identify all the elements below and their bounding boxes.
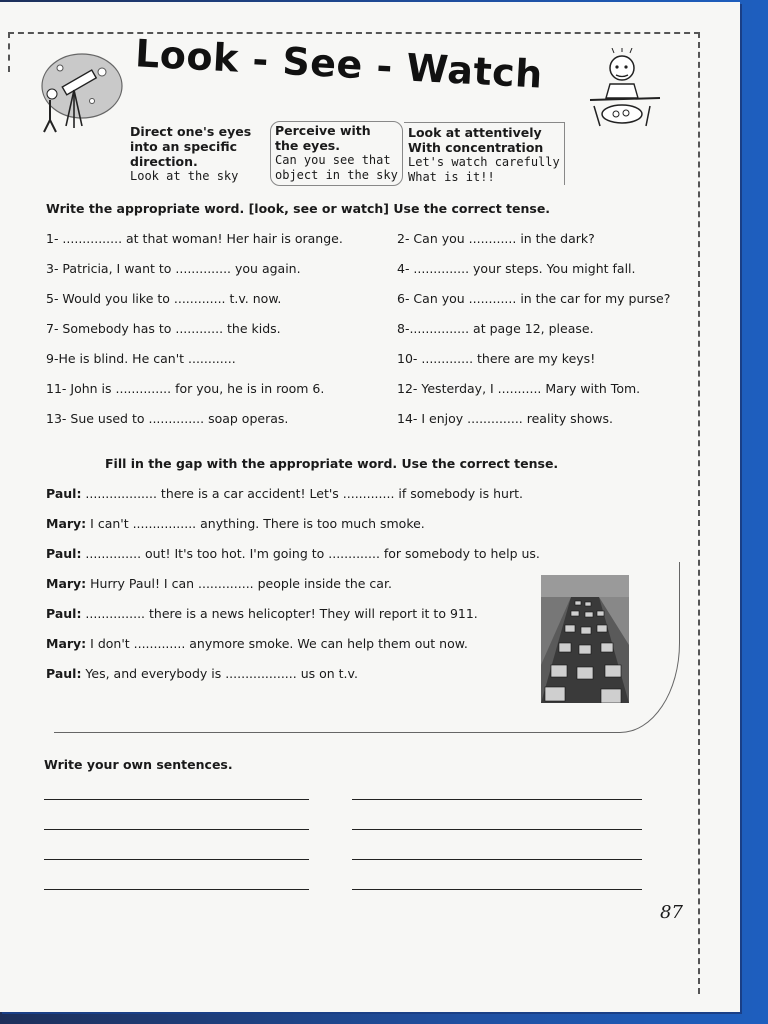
exercise1-item: 13- Sue used to .............. soap operas. [46,411,289,426]
exercise1-item: 3- Patricia, I want to .............. you again. [46,261,301,276]
dialogue-text: .............. out! It's too hot. I'm going to ............. for somebody to help us. [81,546,540,561]
dialogue-line [46,636,468,651]
definition-see-example: Can you see that [275,153,391,167]
dialogue-speaker: Paul: [46,546,82,561]
dashed-border-left [8,32,10,72]
definition-look-line: Direct one's eyes [130,124,252,139]
telescope-clipart [32,46,124,136]
dialogue-speaker: Paul: [46,666,82,681]
dialogue-text: I don't ............. anymore smoke. We can help them out now. [86,636,468,651]
dialogue-text: I can't ................ anything. There is too much smoke. [86,516,425,531]
exercise1-item: 4- .............. your steps. You might fall. [397,261,636,276]
answer-line[interactable] [352,889,642,890]
answer-line[interactable] [44,829,309,830]
dialogue-line [46,546,540,561]
exercise1-item: 8-............... at page 12, please. [397,321,594,336]
dialogue-text: ............... there is a news helicopter! They will report it to 911. [81,606,478,621]
exercise1-item: 9-He is blind. He can't ............ [46,351,236,366]
answer-line[interactable] [44,889,309,890]
boy-watching-clipart [588,48,668,132]
definition-look-line: into an specific [130,139,238,154]
answer-line[interactable] [44,859,309,860]
definition-watch-example: What is it!! [408,170,495,184]
answer-line[interactable] [352,859,642,860]
dialogue-speaker: Mary: [46,516,87,531]
definition-watch-line: With concentration [408,140,544,155]
worksheet-page [0,2,740,1012]
definition-watch-line: Look at attentively [408,125,542,140]
exercise1-item: 1- ............... at that woman! Her hair is orange. [46,231,343,246]
dialogue-speaker: Mary: [46,636,87,651]
dialogue-text: .................. there is a car accident! Let's ............. if somebody is hurt. [81,486,523,501]
exercise1-item: 2- Can you ............ in the dark? [397,231,595,246]
exercise1-item: 14- I enjoy .............. reality shows. [397,411,613,426]
answer-line[interactable] [352,829,642,830]
definition-see [270,121,403,186]
page-title: Look - See - Watch [134,31,544,97]
definition-see-example: object in the sky [275,168,398,182]
dialogue-line [46,576,392,591]
answer-line[interactable] [352,799,642,800]
dialogue-speaker: Paul: [46,486,82,501]
dialogue-line [46,606,478,621]
exercise1-item: 10- ............. there are my keys! [397,351,596,366]
definition-watch-example: Let's watch carefully [408,155,560,169]
dialogue-line [46,486,523,501]
definition-look-line: direction. [130,154,198,169]
traffic-jam-photo [541,575,629,703]
definition-look-example: Look at the sky [130,169,239,183]
answer-line[interactable] [44,799,309,800]
definition-see-line: the eyes. [275,138,340,153]
exercise1-item: 12- Yesterday, I ........... Mary with Tom. [397,381,641,396]
exercise3-instruction: Write your own sentences. [44,757,233,772]
dialogue-text: Yes, and everybody is .................. us on t.v. [81,666,358,681]
exercise1-instruction: Write the appropriate word. [look, see or watch] Use the correct tense. [46,201,551,216]
dialogue-line [46,516,425,531]
exercise2-instruction: Fill in the gap with the appropriate word. Use the correct tense. [105,456,559,471]
definition-look [130,124,251,184]
definition-see-line: Perceive with [275,123,371,138]
definition-watch [404,122,565,185]
page-number: 87 [660,902,683,923]
dialogue-text: Hurry Paul! I can .............. people inside the car. [86,576,392,591]
dialogue-line [46,666,358,681]
exercise1-item: 7- Somebody has to ............ the kids. [46,321,281,336]
exercise1-item: 6- Can you ............ in the car for my purse? [397,291,671,306]
dialogue-speaker: Mary: [46,576,87,591]
exercise1-item: 5- Would you like to ............. t.v. now. [46,291,282,306]
dialogue-speaker: Paul: [46,606,82,621]
exercise1-item: 11- John is .............. for you, he is in room 6. [46,381,325,396]
